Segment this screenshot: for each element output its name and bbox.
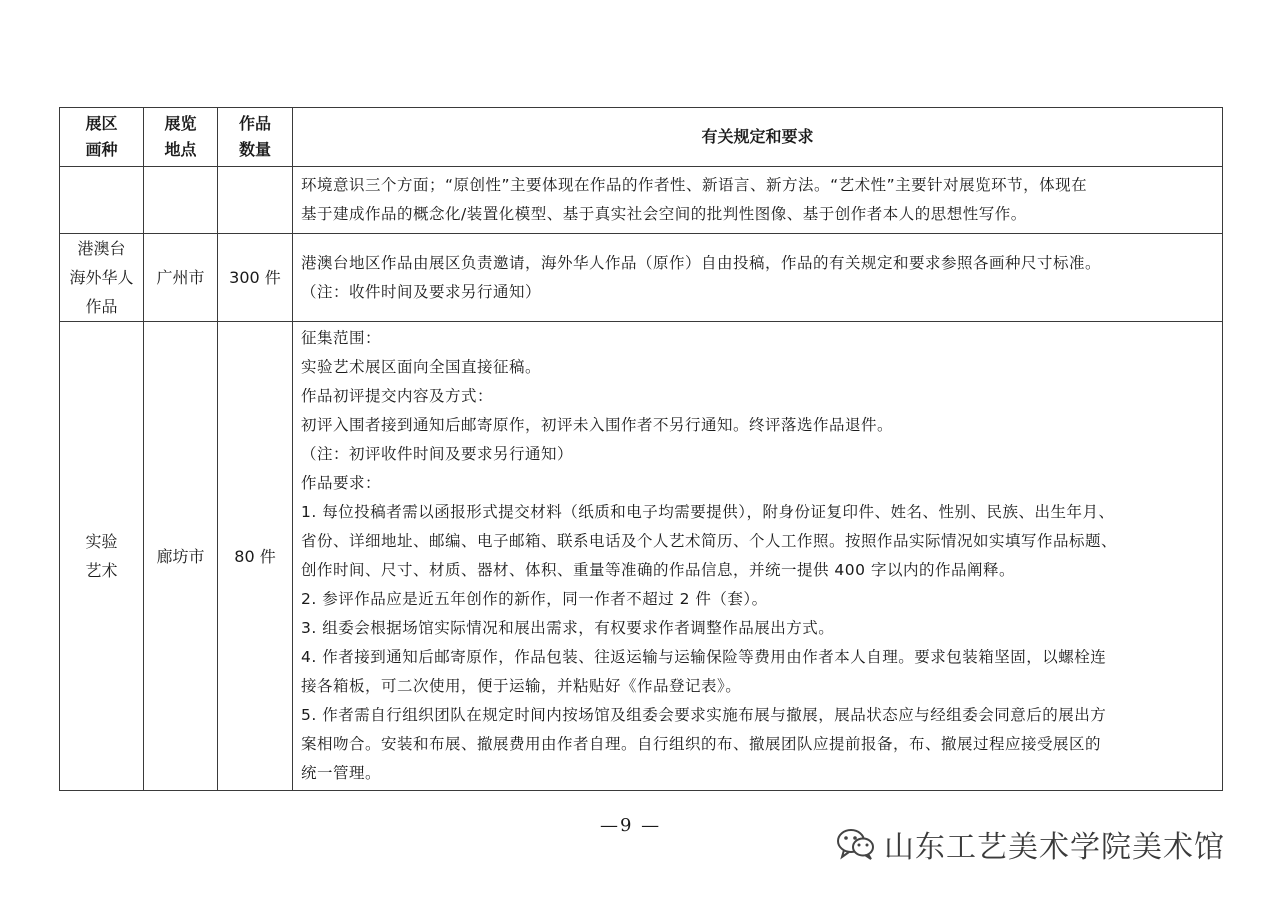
header-area-line2: 画种 (85, 140, 118, 159)
cell-location (144, 167, 218, 234)
req-line: 统一管理。 (301, 764, 382, 782)
header-area (60, 108, 144, 167)
req-line: 1. 每位投稿者需以函报形式提交材料（纸质和电子均需要提供），附身份证复印件、姓名、性别、民族、出生年月、 (301, 503, 1115, 521)
cell-area (60, 322, 144, 791)
req-line: 作品要求： (301, 474, 382, 492)
cell-location: 广州市 (144, 234, 218, 322)
cell-location: 廊坊市 (144, 322, 218, 791)
table-row (60, 234, 1223, 322)
req-line: 基于建成作品的概念化/装置化模型、基于真实社会空间的批判性图像、基于创作者本人的思想性写作。 (301, 205, 1027, 223)
cell-count: 80 件 (218, 322, 293, 791)
area-line: 海外华人 (69, 268, 134, 287)
table-row (60, 322, 1223, 791)
req-line: 创作时间、尺寸、材质、器材、体积、重量等准确的作品信息，并统一提供 400 字以内的作品阐释。 (301, 561, 1015, 579)
cell-count (218, 167, 293, 234)
header-location (144, 108, 218, 167)
cell-area (60, 234, 144, 322)
table-header-row (60, 108, 1223, 167)
req-line: 征集范围： (301, 329, 382, 347)
wechat-icon (836, 827, 876, 861)
watermark-text: 山东工艺美术学院美术馆 (884, 830, 1225, 865)
req-line: 环境意识三个方面；“原创性”主要体现在作品的作者性、新语言、新方法。“艺术性”主要针对展览环节，体现在 (301, 176, 1088, 194)
req-line: 港澳台地区作品由展区负责邀请，海外华人作品（原作）自由投稿，作品的有关规定和要求参照各画种尺寸标准。 (301, 253, 1102, 272)
req-line: 5. 作者需自行组织团队在规定时间内按场馆及组委会要求实施布展与撤展，展品状态应与经组委会同意后的展出方 (301, 706, 1107, 724)
req-line: 初评入围者接到通知后邮寄原作，初评未入围作者不另行通知。终评落选作品退件。 (301, 416, 894, 434)
requirements-table (59, 107, 1223, 791)
req-line: （注：初评收件时间及要求另行通知） (301, 445, 574, 463)
req-line: 作品初评提交内容及方式： (301, 387, 494, 405)
header-count (218, 108, 293, 167)
header-area-line1: 展区 (85, 114, 118, 133)
header-location-line2: 地点 (164, 140, 197, 159)
req-line: 接各箱板，可二次使用，便于运输，并粘贴好《作品登记表》。 (301, 677, 742, 695)
req-line: （注：收件时间及要求另行通知） (301, 282, 542, 301)
req-line: 省份、详细地址、邮编、电子邮箱、联系电话及个人艺术简历、个人工作照。按照作品实际情况如实填写作品标题、 (301, 532, 1118, 550)
area-line: 艺术 (85, 561, 118, 580)
area-line: 实验 (85, 532, 118, 551)
cell-count: 300 件 (218, 234, 293, 322)
page-number: —9 — (600, 815, 662, 836)
req-line: 3. 组委会根据场馆实际情况和展出需求，有权要求作者调整作品展出方式。 (301, 619, 835, 637)
cell-requirements (293, 322, 1223, 791)
req-line: 案相吻合。安装和布展、撤展费用由作者自理。自行组织的布、撤展团队应提前报备，布、撤展过程应接受展区的 (301, 735, 1102, 753)
header-location-line1: 展览 (164, 114, 197, 133)
area-line: 作品 (85, 297, 118, 316)
req-line: 实验艺术展区面向全国直接征稿。 (301, 358, 542, 376)
header-count-line1: 作品 (238, 114, 271, 133)
cell-requirements (293, 234, 1223, 322)
cell-area (60, 167, 144, 234)
area-line: 港澳台 (77, 239, 126, 258)
header-count-line2: 数量 (238, 140, 271, 159)
table-row (60, 167, 1223, 234)
cell-requirements (293, 167, 1223, 234)
req-line: 2. 参评作品应是近五年创作的新作，同一作者不超过 2 件（套）。 (301, 590, 768, 608)
req-line: 4. 作者接到通知后邮寄原作，作品包装、往返运输与运输保险等费用由作者本人自理。要求包装箱坚固，以螺栓连 (301, 648, 1107, 666)
header-requirements: 有关规定和要求 (293, 108, 1223, 167)
watermark (836, 822, 1225, 866)
